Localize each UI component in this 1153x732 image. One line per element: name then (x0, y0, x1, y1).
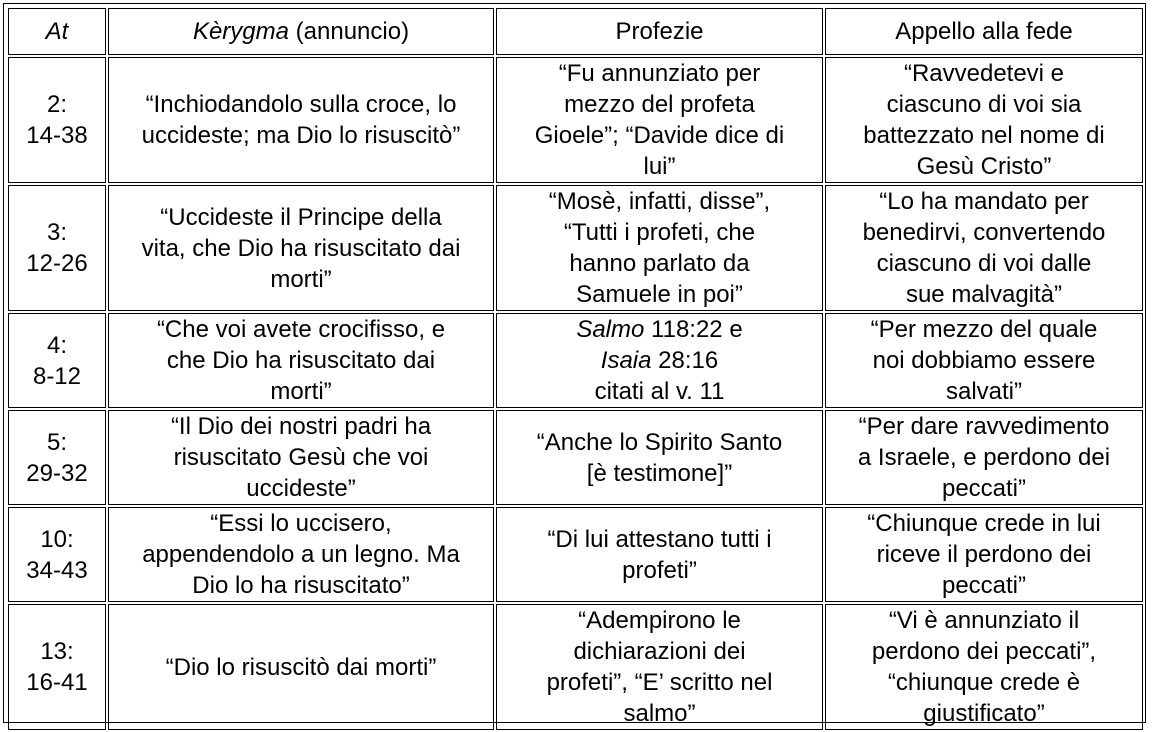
cell-kerygma: “Che voi avete crocifisso, e che Dio ha risuscitato dai morti” (108, 313, 494, 408)
kerygma-table (6, 6, 1145, 732)
cell-ref: 13: 16-41 (8, 604, 106, 730)
cell-kerygma: “Essi lo uccisero, appendendolo a un legno. Ma Dio lo ha risuscitato” (108, 507, 494, 602)
cell-kerygma: “Il Dio dei nostri padri ha risuscitato Gesù che voi uccideste” (108, 410, 494, 505)
cell-ref: 2: 14-38 (8, 57, 106, 183)
table-row (8, 185, 1143, 311)
cell-ref: 5: 29-32 (8, 410, 106, 505)
cell-profezie: “Anche lo Spirito Santo [è testimone]” (496, 410, 823, 505)
cell-appello: “Lo ha mandato per benedirvi, convertendo ciascuno di voi dalle sue malvagità” (825, 185, 1143, 311)
header-row (8, 8, 1143, 55)
table-row (8, 410, 1143, 505)
cell-appello: “Chiunque crede in lui riceve il perdono dei peccati” (825, 507, 1143, 602)
table-row (8, 57, 1143, 183)
cell-profezie: “Fu annunziato per mezzo del profeta Gioele”; “Davide dice di lui” (496, 57, 823, 183)
header-kerygma: Kèrygma (annuncio) (108, 8, 494, 55)
cell-profezie: “Di lui attestano tutti i profeti” (496, 507, 823, 602)
cell-ref: 10: 34-43 (8, 507, 106, 602)
header-profezie: Profezie (496, 8, 823, 55)
header-at: At (8, 8, 106, 55)
cell-appello: “Vi è annunziato il perdono dei peccati”, “chiunque crede è giustificato” (825, 604, 1143, 730)
cell-kerygma: “Dio lo risuscitò dai morti” (108, 604, 494, 730)
cell-ref: 4: 8-12 (8, 313, 106, 408)
cell-profezie: Salmo 118:22 e Isaia 28:16 citati al v. 11 (496, 313, 823, 408)
cell-appello: “Per dare ravvedimento a Israele, e perdono dei peccati” (825, 410, 1143, 505)
cell-ref: 3: 12-26 (8, 185, 106, 311)
table-row (8, 604, 1143, 730)
table-row (8, 507, 1143, 602)
cell-appello: “Per mezzo del quale noi dobbiamo essere salvati” (825, 313, 1143, 408)
cell-appello: “Ravvedetevi e ciascuno di voi sia battezzato nel nome di Gesù Cristo” (825, 57, 1143, 183)
kerygma-table-frame (3, 3, 1146, 727)
cell-kerygma: “Uccideste il Principe della vita, che Dio ha risuscitato dai morti” (108, 185, 494, 311)
table-row (8, 313, 1143, 408)
cell-kerygma: “Inchiodandolo sulla croce, lo uccideste; ma Dio lo risuscitò” (108, 57, 494, 183)
cell-profezie: “Mosè, infatti, disse”, “Tutti i profeti, che hanno parlato da Samuele in poi” (496, 185, 823, 311)
cell-profezie: “Adempirono le dichiarazioni dei profeti”, “E’ scritto nel salmo” (496, 604, 823, 730)
header-appello: Appello alla fede (825, 8, 1143, 55)
